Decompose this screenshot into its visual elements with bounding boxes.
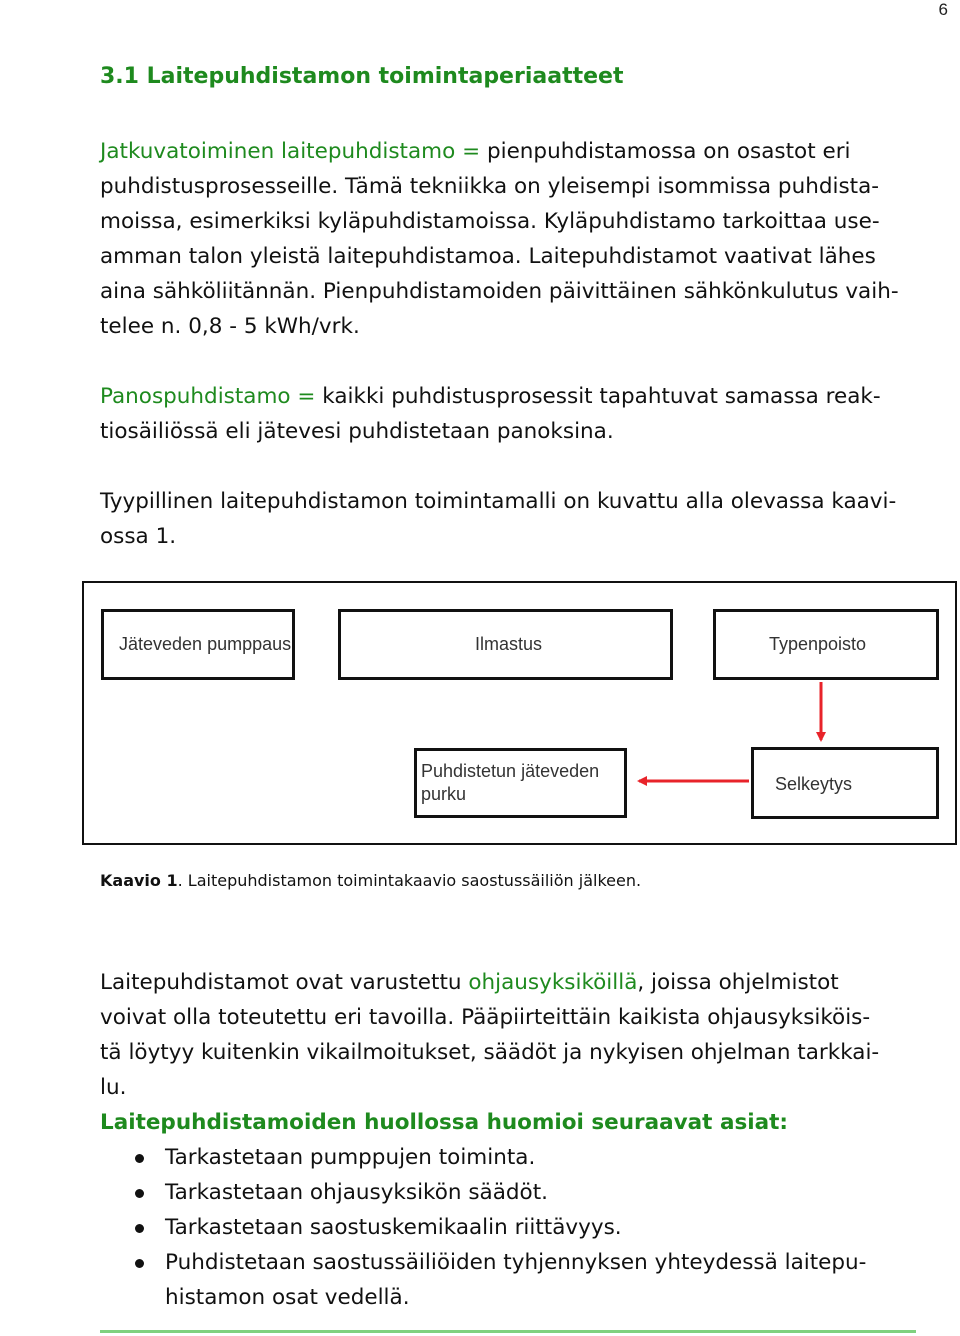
- page-number: 6: [938, 0, 948, 19]
- caption-text: . Laitepuhdistamon toimintakaavio saostussäiliön jälkeen.: [177, 871, 642, 890]
- para4-line1-pre: Laitepuhdistamot ovat varustettu: [100, 970, 469, 995]
- process-diagram: [82, 581, 957, 845]
- box-puhdistetun-jateveden-purku: [414, 748, 627, 818]
- term-batch-plant: Panospuhdistamo: [100, 384, 291, 409]
- para3-line-1: ossa 1.: [100, 524, 177, 549]
- para3-line-0: Tyypillinen laitepuhdistamon toimintamalli on kuvattu alla olevassa kaavi-: [100, 489, 897, 514]
- list-item: [100, 1245, 952, 1315]
- paragraph-model-intro: [100, 484, 936, 554]
- maintenance-list: [100, 1140, 952, 1315]
- diagram-caption: [100, 871, 641, 890]
- list-item: [100, 1175, 952, 1210]
- para1-line-4: aina sähköliitännän. Pienpuhdistamoiden päivittäinen sähkönkulutus vaih-: [100, 279, 899, 304]
- maintenance-heading: Laitepuhdistamoiden huollossa huomioi seuraavat asiat:: [100, 1110, 788, 1135]
- term-control-units: ohjausyksiköillä: [468, 970, 638, 995]
- list-item: [100, 1210, 952, 1245]
- para1-line-2: moissa, esimerkiksi kyläpuhdistamoissa. Kyläpuhdistamo tarkoittaa use-: [100, 209, 880, 234]
- box-jateveden-pumppaus: [101, 609, 295, 680]
- box-typenpoisto: [713, 609, 939, 680]
- bullet-icon: [135, 1259, 144, 1268]
- bullet-icon: [135, 1154, 144, 1163]
- caption-label: Kaavio 1: [100, 871, 178, 890]
- para1-line-3: amman talon yleistä laitepuhdistamoa. Laitepuhdistamot vaativat lähes: [100, 244, 876, 269]
- para4-line-1: voivat olla toteutettu eri tavoilla. Pääpiirteittäin kaikista ohjausyksiköis-: [100, 1005, 871, 1030]
- list-item-text: Tarkastetaan pumppujen toiminta.: [165, 1145, 536, 1170]
- para2-line-0: kaikki puhdistusprosessit tapahtuvat samassa reak-: [322, 384, 881, 409]
- term-continuous-plant: Jatkuvatoiminen laitepuhdistamo: [100, 139, 456, 164]
- box1-label: Jäteveden pumppaus: [119, 634, 292, 654]
- para1-line-1: puhdistusprosesseille. Tämä tekniikka on yleisempi isommissa puhdista-: [100, 174, 880, 199]
- para1-line-0: pienpuhdistamossa on osastot eri: [486, 139, 851, 164]
- paragraph-batch-plant: [100, 379, 936, 449]
- box-selkeytys: [751, 747, 939, 819]
- para4-line-3: lu.: [100, 1075, 127, 1100]
- box3-label: Typenpoisto: [769, 634, 867, 654]
- equals-sign: =: [290, 384, 323, 409]
- box4-label-line1: Puhdistetun jäteveden: [421, 761, 600, 781]
- box4-label-line2: purku: [421, 784, 467, 804]
- list-item: [100, 1140, 952, 1175]
- para4-line-2: tä löytyy kuitenkin vikailmoitukset, säädöt ja nykyisen ohjelman tarkkai-: [100, 1040, 880, 1065]
- box-ilmastus: [338, 609, 673, 680]
- list-item-text-cont: histamon osat vedellä.: [165, 1285, 410, 1310]
- paragraph-control-units: [100, 965, 936, 1140]
- para4-line1-post: , joissa ohjelmistot: [637, 970, 839, 995]
- bullet-icon: [135, 1189, 144, 1198]
- paragraph-continuous-plant: [100, 134, 936, 344]
- list-item-text: Puhdistetaan saostussäiliöiden tyhjennyksen yhteydessä laitepu-: [165, 1250, 867, 1275]
- para2-line-1: tiosäiliössä eli jätevesi puhdistetaan panoksina.: [100, 419, 614, 444]
- equals-sign: =: [455, 139, 487, 164]
- para1-line-5: telee n. 0,8 - 5 kWh/vrk.: [100, 314, 360, 339]
- box2-label: Ilmastus: [475, 634, 543, 654]
- footer-rule: [100, 1330, 916, 1333]
- list-item-text: Tarkastetaan saostuskemikaalin riittävyys.: [165, 1215, 622, 1240]
- box5-label: Selkeytys: [775, 774, 853, 794]
- section-heading: 3.1 Laitepuhdistamon toimintaperiaatteet: [100, 64, 624, 89]
- list-item-text: Tarkastetaan ohjausyksikön säädöt.: [165, 1180, 548, 1205]
- bullet-icon: [135, 1224, 144, 1233]
